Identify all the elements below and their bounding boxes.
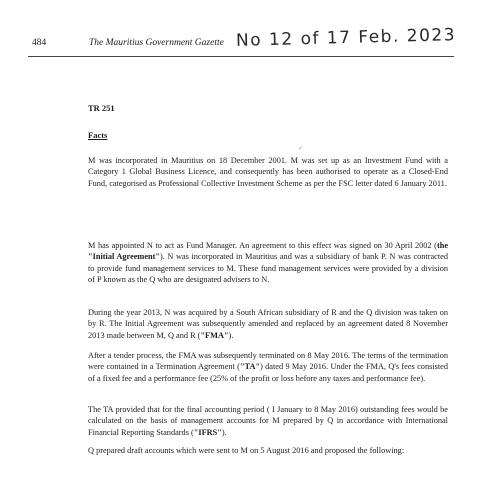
defined-term: "FMA" — [200, 330, 229, 340]
tr-number: TR 251 — [88, 103, 115, 113]
paragraph-final-period — [88, 404, 448, 438]
defined-term: the "Initial Agreement" — [88, 241, 448, 262]
paragraph-text: ) dated 9 May 2016. Under the FMA, Q's fees consisted of a fixed fee and a performance fee (25% of the profit or loss before any taxes and performance fee). — [88, 362, 448, 383]
paragraph-text: ). N was incorporated in Mauritius and was a subsidiary of bank P. N was contracted to provide fund management services to M. These fund management services were provided by a division of P known as the Q who are designated advisers to N. — [88, 252, 448, 284]
paragraph-text: The TA provided that for the final accounting period ( I January to 8 May 2016) outstanding fees would be calculated on the basis of management accounts for M prepared by Q in accordance with International Financial Reporting Standards ( — [88, 405, 448, 437]
page-number: 484 — [32, 38, 47, 48]
header-rule — [28, 56, 454, 57]
paragraph-text: ). — [221, 427, 227, 437]
handwritten-issue-note: No 12 of 17 Feb. 2023 — [235, 25, 457, 51]
paragraph-draft-accounts — [88, 445, 448, 456]
paragraph-text: M was incorporated in Mauritius on 18 December 2001. M was set up as an Investment Fund with a Category 1 Global Business Licence, and consequently has been authorised to operate as a Closed-End Fund, categorised as Professional Collective Investment Scheme as per the FSC letter dated 6 January 2011. — [88, 156, 448, 188]
gazette-title: The Mauritius Government Gazette — [89, 38, 224, 48]
section-heading-facts: Facts — [88, 130, 108, 140]
paragraph-acquisition — [88, 307, 448, 341]
paragraph-text: M has appointed N to act as Fund Manager. An agreement to this effect was signed on 30 April 2002 ( — [88, 241, 437, 250]
scan-mark: ✓ — [298, 146, 304, 152]
paragraph-text: After a tender process, the FMA was subsequently terminated on 8 May 2016. The terms of the termination were contained in a Termination Agreement ( — [88, 351, 448, 372]
page-header — [26, 25, 457, 58]
paragraph-text: During the year 2013, N was acquired by a South African subsidiary of R and the Q division was taken on by R. The Initial Agreement was subsequently amended and replaced by an agreement dated 8 November 2013 made between M, Q and R ( — [88, 308, 448, 340]
paragraph-text: Q prepared draft accounts which were sent to M on 5 August 2016 and proposed the following: — [88, 446, 405, 455]
paragraph-termination — [88, 350, 448, 384]
paragraph-fund-manager — [88, 240, 448, 285]
defined-term: "IFRS" — [193, 427, 222, 437]
defined-term: "TA" — [239, 362, 261, 372]
paragraph-incorporation — [88, 155, 448, 189]
paragraph-text: ). — [228, 330, 234, 340]
